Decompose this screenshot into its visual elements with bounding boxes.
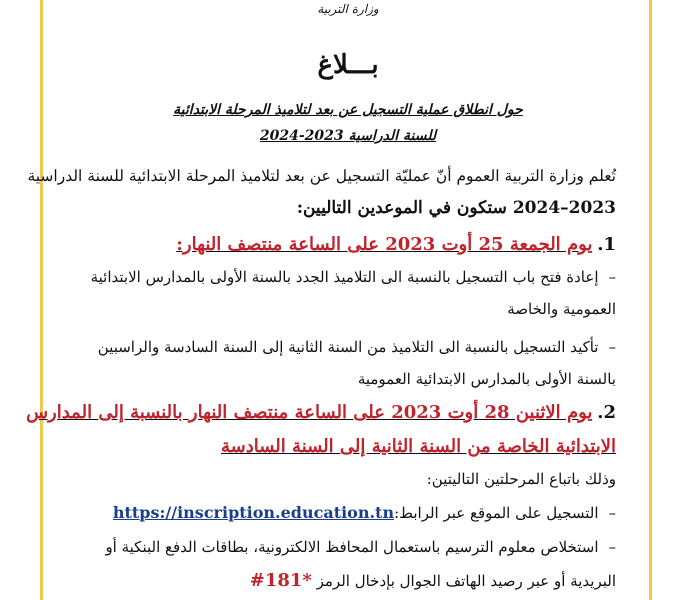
subtitle-line-2	[0, 128, 696, 144]
intro-line-1: تُعلم وزارة التربية العموم أنّ عمليّة التسجيل عن بعد لتلاميذ المرحلة الابتدائية للسنة الدراسية	[27, 167, 616, 185]
item-1-bullet-1-text-1: إعادة فتح باب التسجيل بالنسبة الى التلاميذ الجدد بالسنة الأولى بالمدارس الابتدائية	[90, 268, 599, 286]
step-1	[113, 503, 616, 522]
subtitle-text-2: للسنة الدراسية 2023-2024	[259, 128, 437, 144]
item-1-bullet-2-text-1: تأكيد التسجيل بالنسبة الى التلاميذ من السنة الثانية إلى السنة السادسة والراسبين	[97, 338, 599, 356]
dash-icon: –	[608, 268, 616, 286]
step-1-text: التسجيل على الموقع عبر الرابط:	[394, 504, 599, 522]
step-2-line-2	[250, 570, 616, 591]
item-2-heading	[26, 402, 616, 423]
subtitle-line-1	[0, 102, 696, 118]
steps-intro: وذلك باتباع المرحلتين التاليتين:	[426, 470, 616, 488]
item-1-bullet-2-line-2: بالسنة الأولى بالمدارس الابتدائية العمومية	[357, 370, 616, 388]
step-2-text-2: البريدية أو عبر رصيد الهاتف الجوال بإدخال الرمز	[316, 572, 616, 590]
item-2-text-1: يوم الاثنين 28 أوت 2023 على الساعة منتصف النهار بالنسبة إلى المدارس	[26, 402, 593, 423]
document-title: بـــلاغ	[317, 50, 379, 80]
item-1-bullet-1-line-2: العمومية والخاصة	[507, 300, 616, 318]
subtitle-text-1: حول انطلاق عملية التسجيل عن بعد لتلاميذ المرحلة الابتدائية	[173, 102, 523, 118]
dash-icon: –	[608, 538, 616, 556]
item-1-text: يوم الجمعة 25 أوت 2023 على الساعة منتصف النهار:	[176, 234, 593, 255]
step-2-line-1	[105, 538, 616, 556]
item-1-heading	[176, 234, 616, 255]
item-2-text-2: الابتدائية الخاصة من السنة الثانية إلى السنة السادسة	[221, 436, 616, 457]
ministry-name: وزارة التربية	[317, 2, 379, 16]
item-2-line-2	[221, 436, 616, 457]
registration-link[interactable]: https://inscription.education.tn	[112, 503, 395, 522]
item-2-number: 2.	[597, 402, 616, 423]
intro-line-2: 2023–2024 ستكون في الموعدين التاليين:	[296, 198, 616, 218]
ussd-code: #181*	[249, 570, 312, 591]
dash-icon: –	[608, 338, 616, 356]
item-1-bullet-1-line-1	[91, 268, 616, 286]
item-1-number: 1.	[597, 234, 616, 255]
step-2-text-1: استخلاص معلوم الترسيم باستعمال المحافظ الالكترونية، بطاقات الدفع البنكية أو	[105, 538, 599, 556]
dash-icon: –	[608, 504, 616, 522]
item-1-bullet-2-line-1	[98, 338, 616, 356]
